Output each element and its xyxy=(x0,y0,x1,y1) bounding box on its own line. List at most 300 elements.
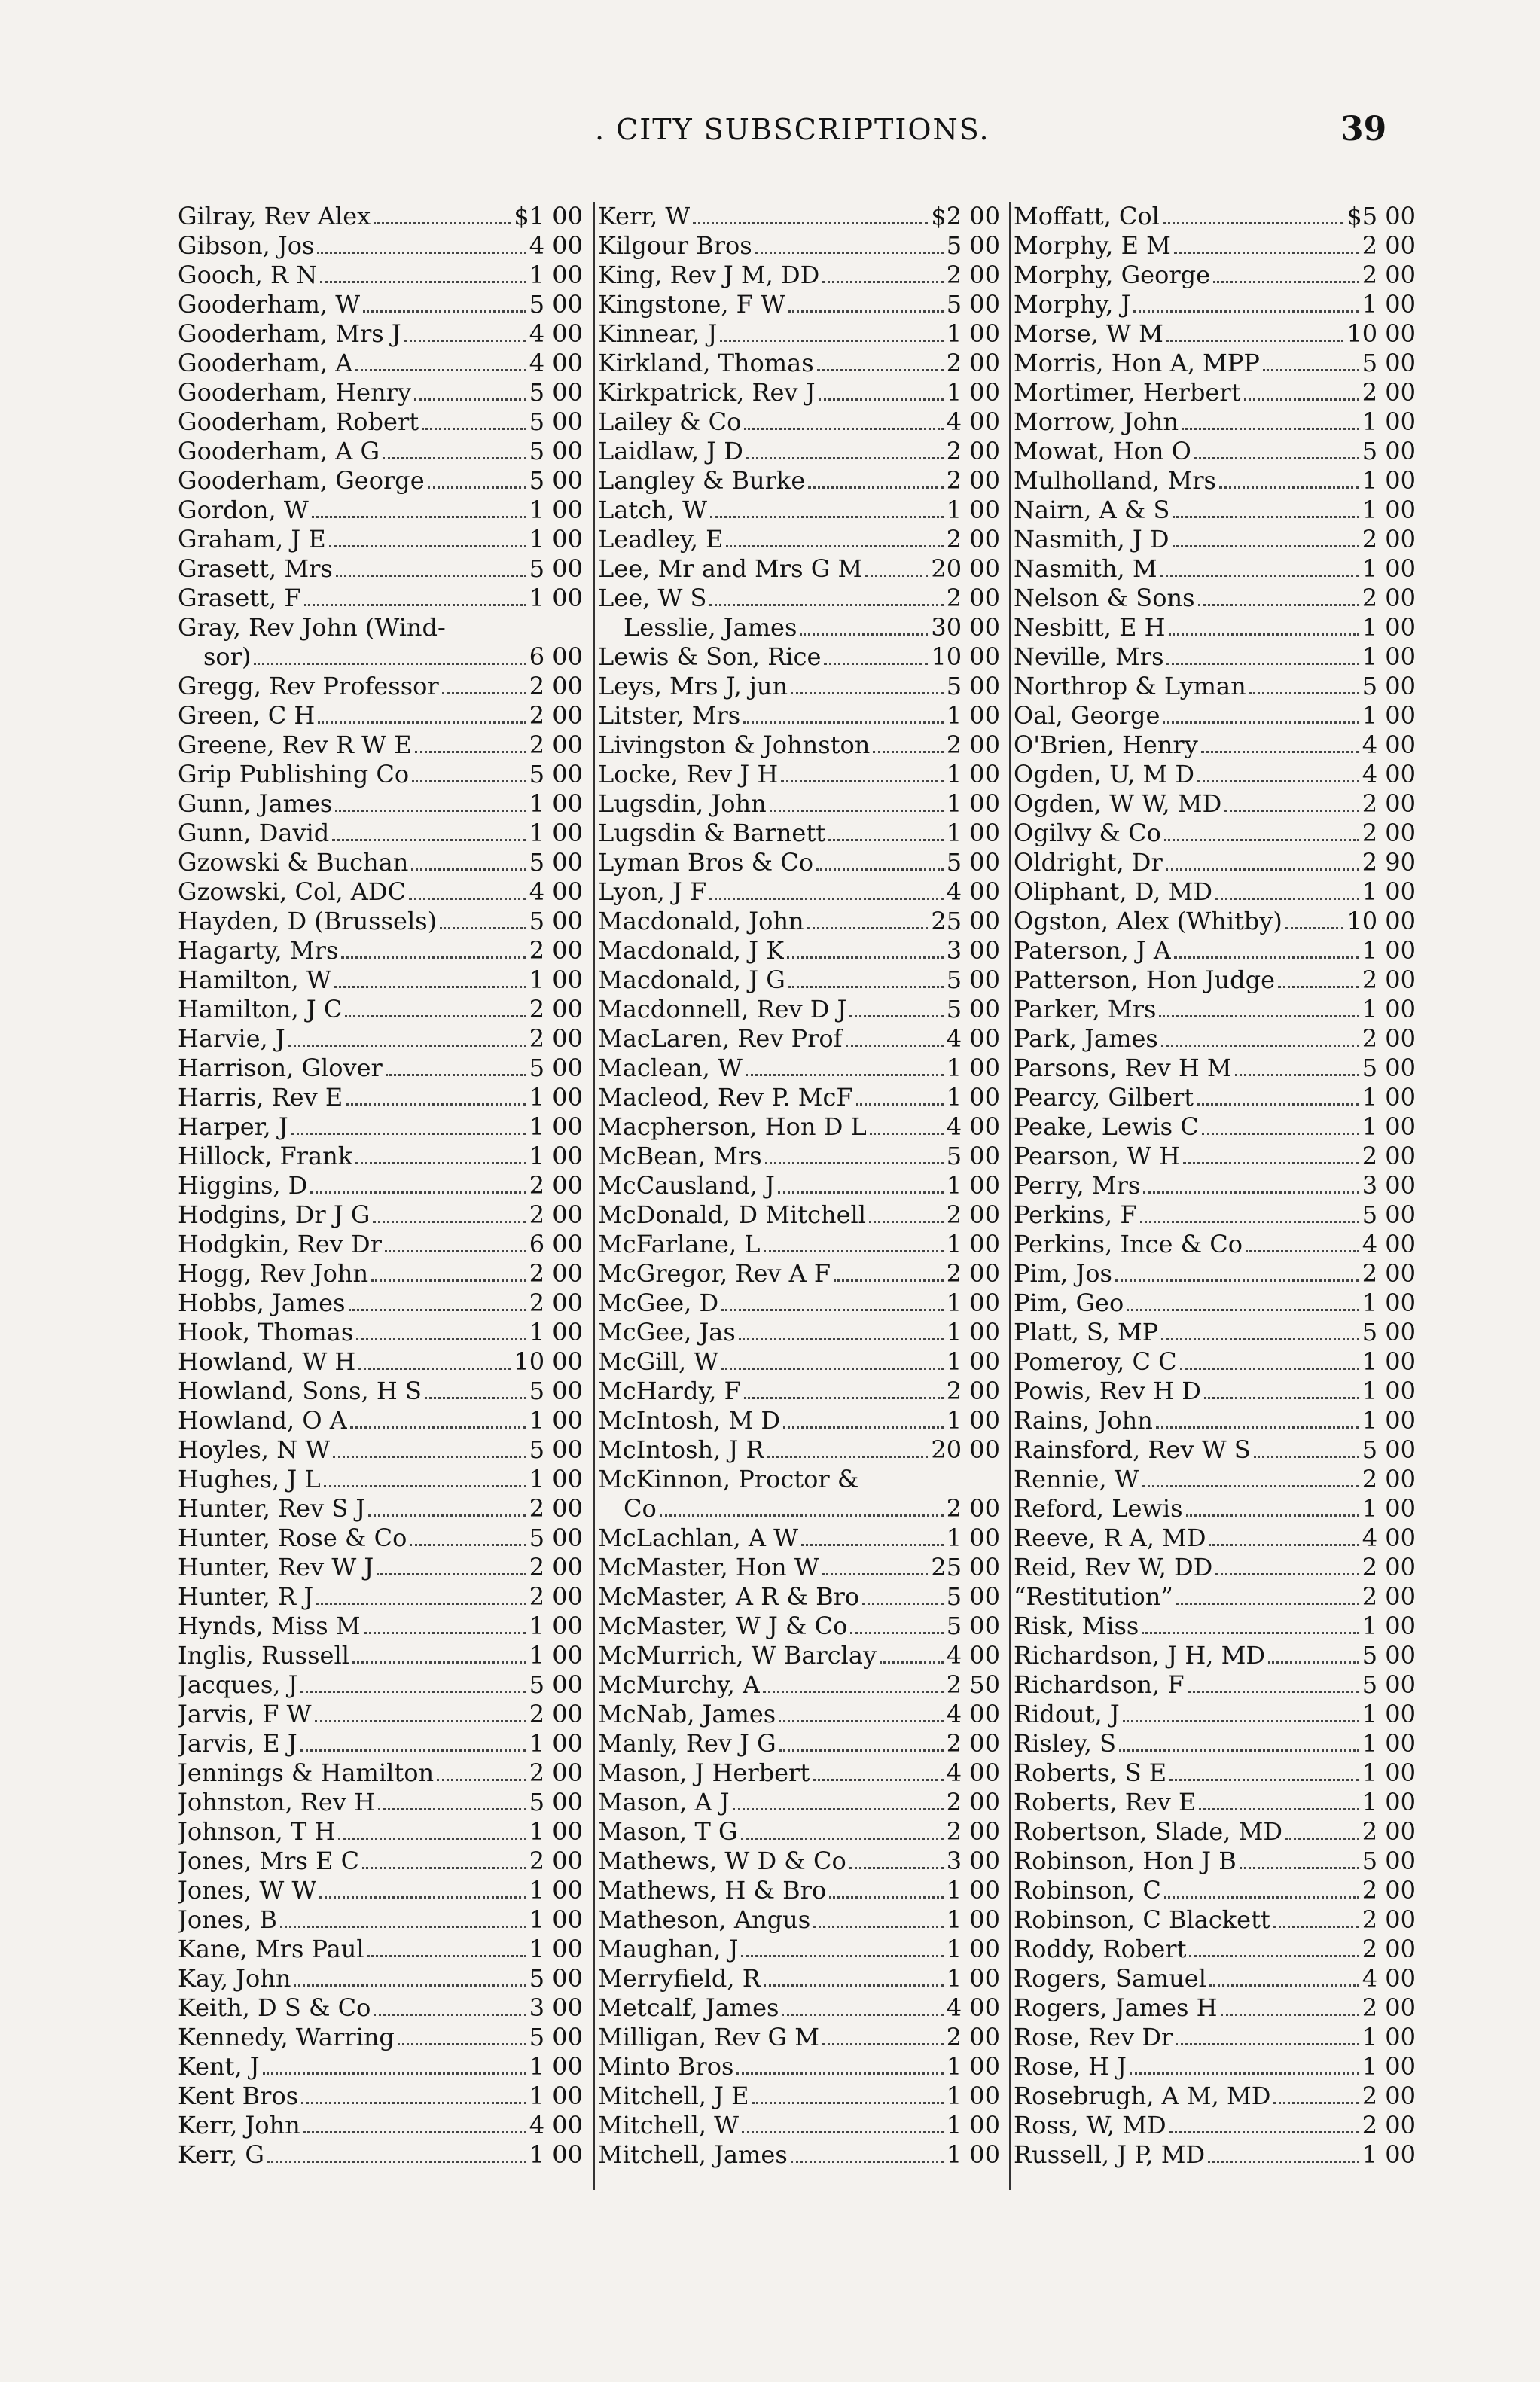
dot-leader xyxy=(822,1572,929,1575)
list-item xyxy=(178,525,583,554)
subscriber-name: Nelson & Sons xyxy=(1014,584,1195,612)
subscription-amount: 1 00 xyxy=(1362,877,1416,906)
subscription-amount: 1 00 xyxy=(529,1935,583,1963)
subscriber-name: Locke, Rev J H xyxy=(598,760,779,788)
subscriber-name: Livingston & Johnston xyxy=(598,730,871,759)
subscription-amount: 1 00 xyxy=(1362,554,1416,583)
dot-leader xyxy=(742,2130,944,2133)
subscription-amount: 2 00 xyxy=(1362,2111,1416,2140)
list-item xyxy=(1014,1935,1416,1964)
subscriber-name: McNab, James xyxy=(598,1700,776,1728)
subscription-amount: 1 00 xyxy=(529,1318,583,1347)
subscriber-name: Leadley, E xyxy=(598,525,724,554)
list-item xyxy=(1014,1847,1416,1876)
list-item xyxy=(598,1935,1000,1964)
subscription-amount: 5 00 xyxy=(946,1612,1000,1640)
list-item xyxy=(178,1200,583,1230)
subscription-amount: 1 00 xyxy=(1362,1612,1416,1640)
dot-leader xyxy=(362,1866,526,1869)
list-item xyxy=(598,437,1000,466)
list-item xyxy=(178,290,583,319)
subscriber-name: Maughan, J xyxy=(598,1935,739,1963)
subscriber-name: Lyon, J F xyxy=(598,877,707,906)
subscription-amount: 20 00 xyxy=(931,1435,1000,1464)
subscriber-name: Langley & Burke xyxy=(598,466,806,495)
list-item xyxy=(1014,584,1416,613)
list-item xyxy=(598,730,1000,760)
dot-leader xyxy=(350,1426,526,1429)
subscription-amount: 1 00 xyxy=(946,1905,1000,1934)
subscription-amount: 25 00 xyxy=(931,1553,1000,1581)
dot-leader xyxy=(721,1308,944,1311)
subscriber-name: Gzowski, Col, ADC xyxy=(178,877,407,906)
dot-leader xyxy=(746,1073,944,1076)
subscription-amount: 2 00 xyxy=(1362,261,1416,289)
subscriber-name: Peake, Lewis C xyxy=(1014,1112,1199,1141)
subscription-amount: 4 00 xyxy=(529,231,583,260)
dot-leader xyxy=(415,750,526,753)
subscription-amount: 1 00 xyxy=(529,2140,583,2169)
dot-leader xyxy=(744,1396,944,1399)
subscription-amount: 1 00 xyxy=(529,2082,583,2110)
list-item xyxy=(598,1200,1000,1230)
subscriber-name: Oliphant, D, MD xyxy=(1014,877,1212,906)
subscription-amount: 25 00 xyxy=(931,907,1000,935)
subscription-amount: $2 00 xyxy=(931,202,1000,230)
list-item xyxy=(1014,760,1416,789)
list-item xyxy=(598,1993,1000,2023)
subscription-amount: 4 00 xyxy=(1362,1230,1416,1258)
list-item xyxy=(1014,730,1416,760)
column-2 xyxy=(593,202,1000,2190)
subscriber-name: Gibson, Jos xyxy=(178,231,315,260)
subscriber-name: Reford, Lewis xyxy=(1014,1494,1183,1523)
dot-leader xyxy=(398,2042,526,2045)
dot-leader xyxy=(358,1367,511,1370)
dot-leader xyxy=(1156,1426,1359,1429)
subscription-amount: 2 00 xyxy=(529,1171,583,1200)
dot-leader xyxy=(808,486,944,489)
subscription-amount: 2 00 xyxy=(529,995,583,1023)
dot-leader xyxy=(721,1367,944,1370)
dot-leader xyxy=(746,456,944,459)
dot-leader xyxy=(1142,1484,1359,1487)
list-item xyxy=(1014,1523,1416,1553)
list-item xyxy=(598,1054,1000,1083)
list-item xyxy=(598,1024,1000,1054)
list-item xyxy=(178,554,583,584)
subscription-amount: 1 00 xyxy=(1362,1406,1416,1435)
dot-leader xyxy=(1174,251,1359,254)
subscriber-name: Mitchell, J E xyxy=(598,2082,749,2110)
dot-leader xyxy=(1219,486,1359,489)
dot-leader xyxy=(791,691,944,694)
dot-leader xyxy=(1182,427,1359,430)
subscriber-name: Mortimer, Herbert xyxy=(1014,378,1241,407)
subscription-amount: 2 00 xyxy=(1362,1876,1416,1905)
dot-leader xyxy=(291,1132,526,1135)
subscription-amount: 1 00 xyxy=(946,1054,1000,1082)
list-item xyxy=(598,789,1000,819)
dot-leader xyxy=(300,1749,526,1752)
dot-leader xyxy=(788,985,944,988)
subscriber-name: Morris, Hon A, MPP xyxy=(1014,349,1260,377)
subscription-amount: 4 00 xyxy=(946,1641,1000,1670)
dot-leader xyxy=(371,1279,526,1282)
list-item xyxy=(598,1289,1000,1318)
dot-leader xyxy=(710,515,944,518)
subscriber-name: Howland, W H xyxy=(178,1347,356,1376)
subscription-amount: 5 00 xyxy=(529,907,583,935)
subscription-amount: 1 00 xyxy=(1362,466,1416,495)
dot-leader xyxy=(1221,2013,1359,2016)
subscriber-name: Moffatt, Col xyxy=(1014,202,1160,230)
dot-leader xyxy=(1189,1954,1359,1957)
subscriber-name: Ross, W, MD xyxy=(1014,2111,1166,2140)
dot-leader xyxy=(873,750,943,753)
subscriber-name: McGill, W xyxy=(598,1347,719,1376)
subscriber-name: Reeve, R A, MD xyxy=(1014,1523,1206,1552)
subscription-amount: 1 00 xyxy=(529,1817,583,1846)
list-item xyxy=(598,378,1000,407)
list-item xyxy=(178,437,583,466)
subscriber-name: Hagarty, Mrs xyxy=(178,936,339,965)
subscription-amount: 1 00 xyxy=(529,789,583,818)
subscription-amount: 5 00 xyxy=(529,466,583,495)
subscriber-name: Gregg, Rev Professor xyxy=(178,672,439,700)
list-item xyxy=(1014,907,1416,936)
dot-leader xyxy=(1166,339,1344,342)
subscriber-name: Gooderham, W xyxy=(178,290,361,319)
list-item xyxy=(1014,1142,1416,1171)
list-item xyxy=(598,1905,1000,1935)
subscription-amount: 20 00 xyxy=(931,554,1000,583)
subscription-amount: 1 00 xyxy=(529,1083,583,1112)
dot-leader xyxy=(741,1837,944,1840)
list-item xyxy=(598,1788,1000,1817)
subscriber-name: Kirkland, Thomas xyxy=(598,349,814,377)
list-item xyxy=(178,2111,583,2140)
dot-leader xyxy=(1213,280,1359,283)
list-item xyxy=(178,466,583,496)
subscription-amount: 1 00 xyxy=(1362,290,1416,319)
dot-leader xyxy=(355,1161,526,1164)
subscriber-name: Higgins, D xyxy=(178,1171,308,1200)
column-3 xyxy=(1009,202,1416,2190)
subscription-amount: 4 00 xyxy=(1362,1523,1416,1552)
subscription-amount: 1 00 xyxy=(946,1406,1000,1435)
subscription-amount: 2 00 xyxy=(946,466,1000,495)
subscriber-name: O'Brien, Henry xyxy=(1014,730,1198,759)
dot-leader xyxy=(739,1337,944,1340)
subscriber-name: Nesbitt, E H xyxy=(1014,613,1166,642)
subscription-amount: 5 00 xyxy=(529,290,583,319)
subscriber-name: Morse, W M xyxy=(1014,319,1163,348)
list-item xyxy=(178,819,583,848)
subscriber-name: Reid, Rev W, DD xyxy=(1014,1553,1213,1581)
dot-leader xyxy=(880,1661,944,1664)
dot-leader xyxy=(1188,1690,1359,1693)
subscriber-name: Morphy, George xyxy=(1014,261,1211,289)
list-item xyxy=(178,202,583,231)
subscriber-name: Grasett, F xyxy=(178,584,301,612)
subscription-amount: 1 00 xyxy=(529,1406,583,1435)
dot-leader xyxy=(782,2013,943,2016)
subscription-amount: 1 00 xyxy=(946,378,1000,407)
subscriber-name: Gunn, James xyxy=(178,789,333,818)
subscriber-name: Hoyles, N W xyxy=(178,1435,331,1464)
subscription-amount: 1 00 xyxy=(529,965,583,994)
subscriber-name: Macdonald, J G xyxy=(598,965,785,994)
subscription-amount: 2 00 xyxy=(946,437,1000,465)
subscriber-name: McHardy, F xyxy=(598,1377,741,1405)
subscription-amount: 6 00 xyxy=(529,642,583,671)
subscription-amount: 3 00 xyxy=(1362,1171,1416,1200)
dot-leader xyxy=(849,1014,943,1017)
subscription-amount: 2 00 xyxy=(529,936,583,965)
subscriber-name: Rogers, James H xyxy=(1014,1993,1218,2022)
subscriber-name: McGregor, Rev A F xyxy=(598,1259,831,1288)
dot-leader xyxy=(813,1925,944,1928)
list-item xyxy=(1014,936,1416,965)
subscriber-name: Harrison, Glover xyxy=(178,1054,383,1082)
subscription-amount: 5 00 xyxy=(529,407,583,436)
dot-leader xyxy=(1119,1749,1359,1752)
subscriber-name: Hamilton, W xyxy=(178,965,331,994)
subscriber-name: Macpherson, Hon D L xyxy=(598,1112,867,1141)
subscriber-name: Gooderham, A G xyxy=(178,437,380,465)
subscriber-name: Nasmith, J D xyxy=(1014,525,1169,554)
list-item xyxy=(1014,2082,1416,2111)
subscriber-name: Manly, Rev J G xyxy=(598,1729,776,1758)
subscriber-name: Macleod, Rev P. McF xyxy=(598,1083,853,1112)
dot-leader xyxy=(363,310,526,313)
list-item xyxy=(1014,848,1416,877)
subscription-amount: 2 00 xyxy=(946,2023,1000,2051)
list-item xyxy=(598,672,1000,701)
subscriber-name: “Restitution” xyxy=(1014,1582,1173,1611)
list-item xyxy=(1014,789,1416,819)
subscriber-name: Hogg, Rev John xyxy=(178,1259,369,1288)
subscription-amount: 2 00 xyxy=(1362,584,1416,612)
dot-leader xyxy=(304,603,526,606)
subscriber-name: Johnston, Rev H xyxy=(178,1788,375,1816)
list-item xyxy=(598,819,1000,848)
list-item xyxy=(598,1259,1000,1289)
subscription-amount: 4 00 xyxy=(946,1024,1000,1053)
dot-leader xyxy=(764,1984,944,1987)
subscriber-name: Pim, Geo xyxy=(1014,1289,1124,1317)
dot-leader xyxy=(1285,926,1344,929)
subscription-amount: 5 00 xyxy=(529,437,583,465)
list-item xyxy=(1014,1289,1416,1318)
subscription-amount: 2 00 xyxy=(529,1758,583,1787)
subscription-amount: 1 00 xyxy=(1362,1083,1416,1112)
subscriber-name: Gordon, W xyxy=(178,496,309,524)
dot-leader xyxy=(736,2072,943,2075)
subscription-amount: 2 00 xyxy=(529,1847,583,1875)
subscription-amount: 2 00 xyxy=(1362,1553,1416,1581)
list-item xyxy=(178,1289,583,1318)
dot-leader xyxy=(317,251,526,254)
dot-leader xyxy=(779,1719,944,1722)
list-item xyxy=(178,907,583,936)
subscription-amount: 5 00 xyxy=(529,1964,583,1993)
subscription-amount: 2 00 xyxy=(946,1494,1000,1523)
dot-leader xyxy=(320,280,526,283)
subscriber-name: Howland, O A xyxy=(178,1406,347,1435)
subscriber-name: Hillock, Frank xyxy=(178,1142,353,1170)
subscription-amount: 2 00 xyxy=(529,1259,583,1288)
dot-leader xyxy=(1209,1984,1359,1987)
subscription-amount: 5 00 xyxy=(1362,672,1416,700)
subscriber-name: McMurchy, A xyxy=(598,1670,761,1699)
dot-leader xyxy=(765,1161,944,1164)
dot-leader xyxy=(1130,2072,1359,2075)
list-item xyxy=(1014,1670,1416,1700)
subscriber-name: Pomeroy, C C xyxy=(1014,1347,1177,1376)
list-item xyxy=(598,1377,1000,1406)
subscription-amount: 1 00 xyxy=(946,2082,1000,2110)
subscription-amount: 2 00 xyxy=(529,672,583,700)
list-item xyxy=(178,1817,583,1847)
dot-leader xyxy=(315,1719,526,1722)
subscriber-name: Nasmith, M xyxy=(1014,554,1157,583)
list-item xyxy=(598,2052,1000,2082)
subscription-amount: 1 00 xyxy=(1362,1347,1416,1376)
list-item xyxy=(598,1582,1000,1612)
subscription-amount: 2 00 xyxy=(529,1700,583,1728)
dot-leader xyxy=(822,2042,944,2045)
dot-leader xyxy=(862,1602,944,1605)
dot-leader xyxy=(660,1514,944,1517)
subscription-amount: 1 00 xyxy=(529,1142,583,1170)
subscription-amount: 2 00 xyxy=(1362,2082,1416,2110)
subscriber-name: Mowat, Hon O xyxy=(1014,437,1191,465)
list-item xyxy=(1014,965,1416,995)
dot-leader xyxy=(1140,1220,1359,1223)
subscription-amount: 1 00 xyxy=(1362,995,1416,1023)
dot-leader xyxy=(846,1044,944,1047)
dot-leader xyxy=(741,1954,943,1957)
subscriber-name: McGee, D xyxy=(598,1289,719,1317)
subscription-amount: 5 00 xyxy=(529,378,583,407)
dot-leader xyxy=(440,926,526,929)
dot-leader xyxy=(1273,1925,1359,1928)
subscriber-name: Hamilton, J C xyxy=(178,995,343,1023)
list-item xyxy=(598,1406,1000,1435)
subscription-amount: 2 00 xyxy=(1362,789,1416,818)
subscription-amount: 2 00 xyxy=(529,1024,583,1053)
dot-leader xyxy=(1186,1514,1359,1517)
dot-leader xyxy=(1169,633,1359,636)
subscription-amount: 1 00 xyxy=(1362,1700,1416,1728)
subscription-amount: 10 00 xyxy=(1346,907,1416,935)
list-item xyxy=(178,2140,583,2170)
list-item xyxy=(178,1406,583,1435)
subscriber-name: Hook, Thomas xyxy=(178,1318,354,1347)
list-item xyxy=(178,2052,583,2082)
subscription-amount: 5 00 xyxy=(529,1054,583,1082)
subscriber-name: Lewis & Son, Rice xyxy=(598,642,822,671)
list-item xyxy=(178,730,583,760)
list-item xyxy=(598,701,1000,730)
subscriber-name: Robinson, C xyxy=(1014,1876,1161,1905)
list-item xyxy=(178,1905,583,1935)
list-item xyxy=(1014,202,1416,231)
subscription-amount: 2 00 xyxy=(946,261,1000,289)
subscriber-name: Hunter, R J xyxy=(178,1582,314,1611)
list-item xyxy=(598,1230,1000,1259)
subscription-amount: 2 00 xyxy=(946,349,1000,377)
subscription-amount: 1 00 xyxy=(1362,496,1416,524)
subscription-amount: 1 00 xyxy=(529,819,583,847)
list-item xyxy=(598,1435,1000,1465)
subscriber-name: Kent, J xyxy=(178,2052,260,2081)
list-item xyxy=(178,1758,583,1788)
subscription-amount: 5 00 xyxy=(946,290,1000,319)
dot-leader xyxy=(1240,1866,1359,1869)
subscription-amount: 2 00 xyxy=(529,1494,583,1523)
list-item xyxy=(1014,1171,1416,1200)
dot-leader xyxy=(409,897,526,900)
dot-leader xyxy=(411,868,526,871)
subscription-amount: 2 00 xyxy=(1362,1465,1416,1493)
subscriber-name: Lee, Mr and Mrs G M xyxy=(598,554,863,583)
subscription-amount: 3 00 xyxy=(529,1993,583,2022)
subscriber-name: Hynds, Miss M xyxy=(178,1612,361,1640)
subscriber-name: Roddy, Robert xyxy=(1014,1935,1187,1963)
subscriber-name: King, Rev J M, DD xyxy=(598,261,820,289)
dot-leader xyxy=(1176,1602,1359,1605)
dot-leader xyxy=(764,1249,944,1252)
list-item xyxy=(598,584,1000,613)
list-item xyxy=(178,877,583,907)
subscription-amount: 5 00 xyxy=(1362,1670,1416,1699)
dot-leader xyxy=(385,1249,526,1252)
subscriber-name: Lee, W S xyxy=(598,584,707,612)
subscriber-name: Platt, S, MP xyxy=(1014,1318,1159,1347)
subscriber-name: Morphy, J xyxy=(1014,290,1131,319)
list-item xyxy=(1014,995,1416,1024)
dot-leader xyxy=(1285,1837,1359,1840)
subscription-amount: 1 00 xyxy=(1362,2052,1416,2081)
list-item xyxy=(1014,1700,1416,1729)
dot-leader xyxy=(1268,1661,1359,1664)
subscriber-name: Jones, Mrs E C xyxy=(178,1847,360,1875)
subscriber-name: Maclean, W xyxy=(598,1054,743,1082)
subscriber-name: Greene, Rev R W E xyxy=(178,730,412,759)
dot-leader xyxy=(422,427,526,430)
list-item xyxy=(1014,1259,1416,1289)
subscription-amount: 2 00 xyxy=(946,1817,1000,1846)
subscription-amount: 1 00 xyxy=(946,1230,1000,1258)
dot-leader xyxy=(1246,1249,1359,1252)
subscription-amount: 1 00 xyxy=(1362,1377,1416,1405)
dot-leader xyxy=(412,779,526,782)
subscription-amount: 1 00 xyxy=(946,1083,1000,1112)
subscriber-name: Roberts, Rev E xyxy=(1014,1788,1197,1816)
dot-leader xyxy=(425,1396,526,1399)
subscription-amount: 1 00 xyxy=(529,1905,583,1934)
subscriber-name: Park, James xyxy=(1014,1024,1158,1053)
list-item xyxy=(178,1318,583,1347)
list-item xyxy=(178,1553,583,1582)
dot-leader xyxy=(414,398,526,401)
subscriber-name: McCausland, J xyxy=(598,1171,775,1200)
list-item xyxy=(598,1142,1000,1171)
dot-leader xyxy=(1166,662,1359,665)
